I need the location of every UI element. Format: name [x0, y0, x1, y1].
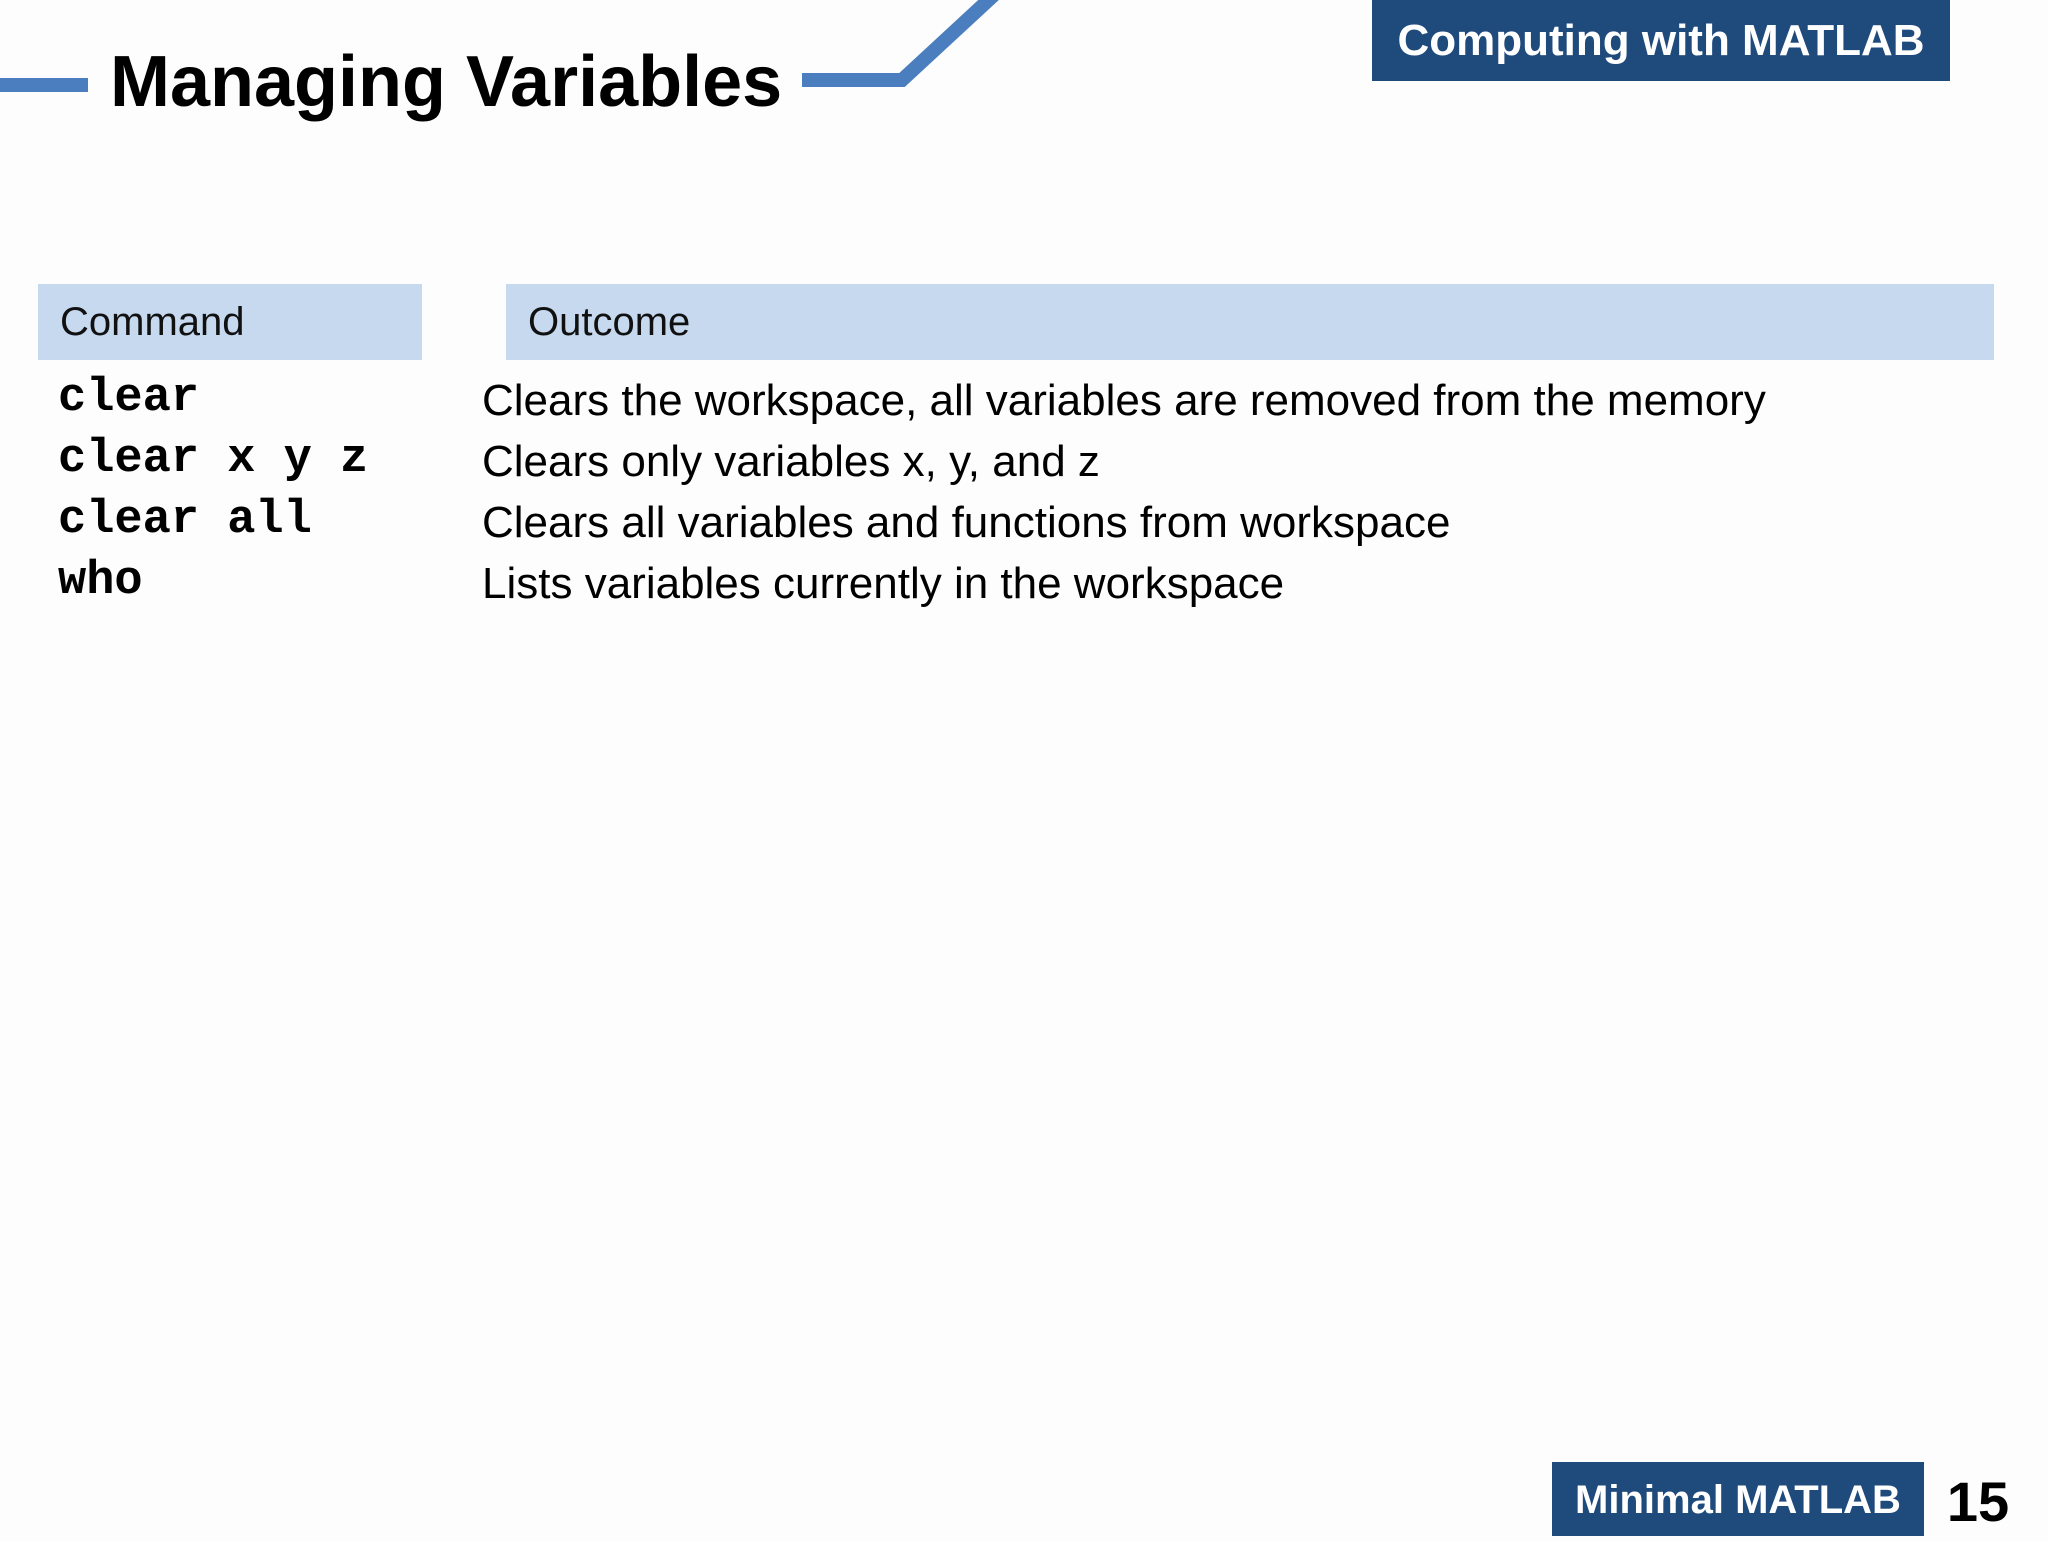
command-cell: clear — [58, 372, 200, 425]
column-header-outcome: Outcome — [506, 284, 1994, 360]
column-header-command: Command — [38, 284, 422, 360]
command-table — [0, 368, 2048, 612]
course-badge: Computing with MATLAB — [1372, 0, 1950, 81]
outcome-cell: Clears all variables and functions from workspace — [482, 498, 1451, 547]
outcome-cell: Lists variables currently in the workspace — [482, 559, 1285, 608]
outcome-cell: Clears only variables x, y, and z — [482, 437, 1100, 486]
page-number: 15 — [1946, 1470, 2010, 1533]
table-row — [0, 551, 2048, 612]
title-right-rule — [802, 0, 995, 80]
slide-title: Managing Variables — [110, 42, 783, 122]
outcome-cell: Clears the workspace, all variables are removed from the memory — [482, 376, 1766, 425]
table-row — [0, 490, 2048, 551]
footer-series-badge: Minimal MATLAB — [1552, 1462, 1924, 1536]
command-cell: clear all — [58, 494, 312, 547]
table-row — [0, 368, 2048, 429]
command-cell: who — [58, 555, 143, 608]
table-row — [0, 429, 2048, 490]
command-cell: clear x y z — [58, 433, 369, 486]
